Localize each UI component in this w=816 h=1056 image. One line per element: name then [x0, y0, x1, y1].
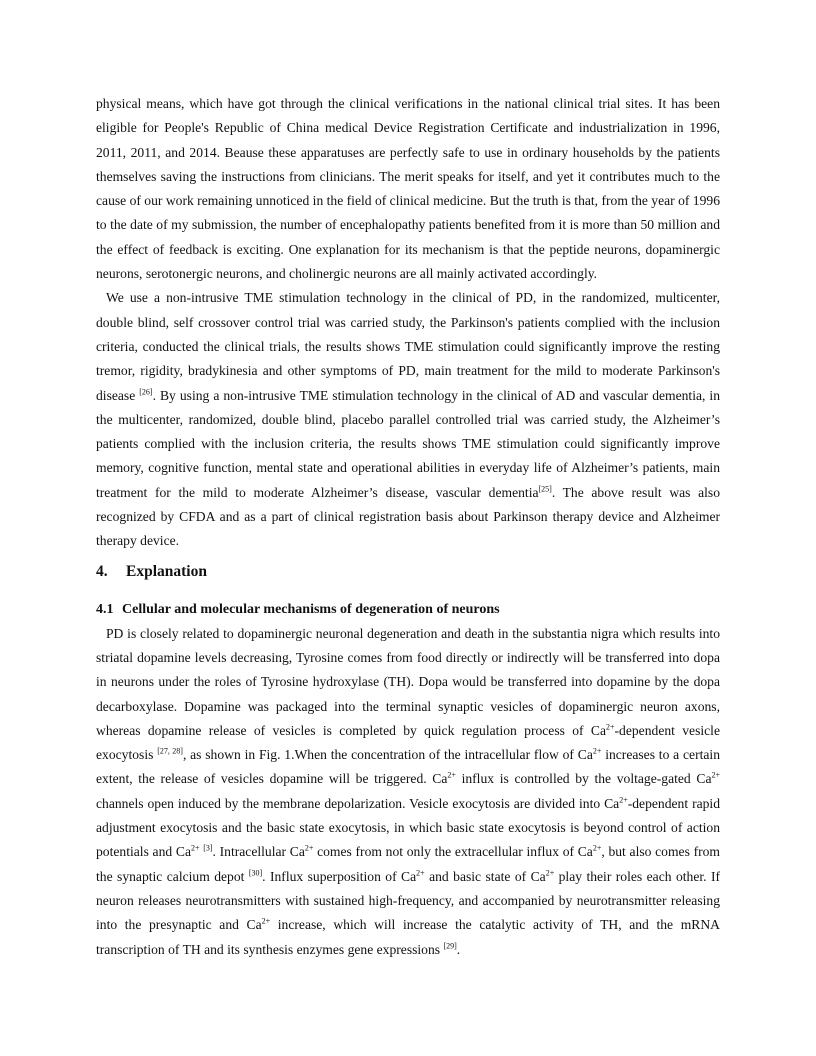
paragraph-mechanisms: PD is closely related to dopaminergic neuronal degeneration and death in the substantia nigra which results into striatal dopamine levels decreasing, Tyrosine comes from food directly or indirectly will be transferred into dopa in neurons under the roles of Tyrosine hydroxylase (TH). Dopa would be transferred into dopamine by the dopa decarboxylase. Dopamine was packaged into the terminal synaptic vesicles of dopaminergic neuron axons, whereas dopamine release of vesicles is completed by quick regulation process of $Ca^{2+}$-dependent vesicle exocytosis [27, 28], as shown in Fig. 1.When the concentration of the intracellular flow of $Ca^{2+}$ increases to a certain extent, the release of vesicles dopamine will be triggered. $Ca^{2+}$ influx is controlled by the voltage-gated $Ca^{2+}$ channels open induced by the membrane depolarization. Vesicle exocytosis are divided into $Ca^{2+}$-dependent rapid adjustment exocytosis and the basic state exocytosis, in which basic state exocytosis is beyond control of action potentials and $Ca^{2+}$ [3]. Intracellular $Ca^{2+}$ comes from not only the extracellular influx of $Ca^{2+}$, but also comes from the synaptic calcium depot [30]. Influx superposition of $Ca^{2+}$ and basic state of $Ca^{2+}$ play their roles each other. If neuron releases neurotransmitters with sustained high-frequency, and accompanied by neurotransmitter releasing into the presynaptic and $Ca^{2+}$ increase, which will increase the catalytic activity of TH, and the mRNA transcription of TH and its synthesis enzymes gene expressions [29]. — [96, 625, 721, 957]
paragraph-clinical-trials: We use a non-intrusive TME stimulation technology in the clinical of PD, in the randomized, multicenter, double blind, self crossover control trial was carried study, the Parkinson's patients complied with the inclusion criteria, conducted the clinical trials, the results shows TME stimulation could significantly improve the resting tremor, rigidity, bradykinesia and other symptoms of PD, main treatment for the mild to moderate Parkinson's disease [26]. By using a non-intrusive TME stimulation technology in the clinical of AD and vascular dementia, in the multicenter, randomized, double blind, placebo parallel controlled trial was carried study, the Alzheimer’s patients complied with the inclusion criteria, the results shows TME stimulation could significantly improve memory, cognitive function, mental state and operational abilities in everyday life of Alzheimer’s patients, main treatment for the mild to moderate Alzheimer’s disease, vascular dementia[25]. The above result was also recognized by CFDA and as a part of clinical registration basis about Parkinson therapy device and Alzheimer therapy device. — [96, 290, 720, 549]
citation: [27, 28] — [157, 746, 183, 756]
section-heading-explanation: 4. Explanation — [96, 562, 207, 580]
citation: [29] — [443, 940, 457, 950]
citation: [3] — [203, 843, 213, 853]
citation: [30] — [248, 868, 263, 878]
paragraph-intro: physical means, which have got through the clinical verifications in the national clinical trial sites. It has been eligible for People's Republic of China medical Device Registration Certificate and industrialization in 1996, 2011, 2011, and 2014. Beause these apparatuses are perfectly safe to use in ordinary households by the patients themselves saving the instructions from clinicians. The merit speaks for itself, and yet it contributes much to the cause of our work remaining unnoticed in the field of clinical medicine. But the truth is that, from the year of 1996 to the date of my submission, the number of encephalopathy patients benefited from it is more than 50 million and the effect of feedback is exciting. One explanation for its mechanism is that the peptide neurons, dopaminergic neurons, serotonergic neurons, and cholinergic neurons are all mainly activated accordingly. — [96, 96, 720, 282]
citation: [25] — [538, 484, 552, 494]
paper-page — [96, 92, 720, 962]
subsection-heading-mechanisms: 4.1 Cellular and molecular mechanisms of degeneration of neurons — [96, 601, 500, 617]
citation: [26] — [139, 387, 153, 397]
